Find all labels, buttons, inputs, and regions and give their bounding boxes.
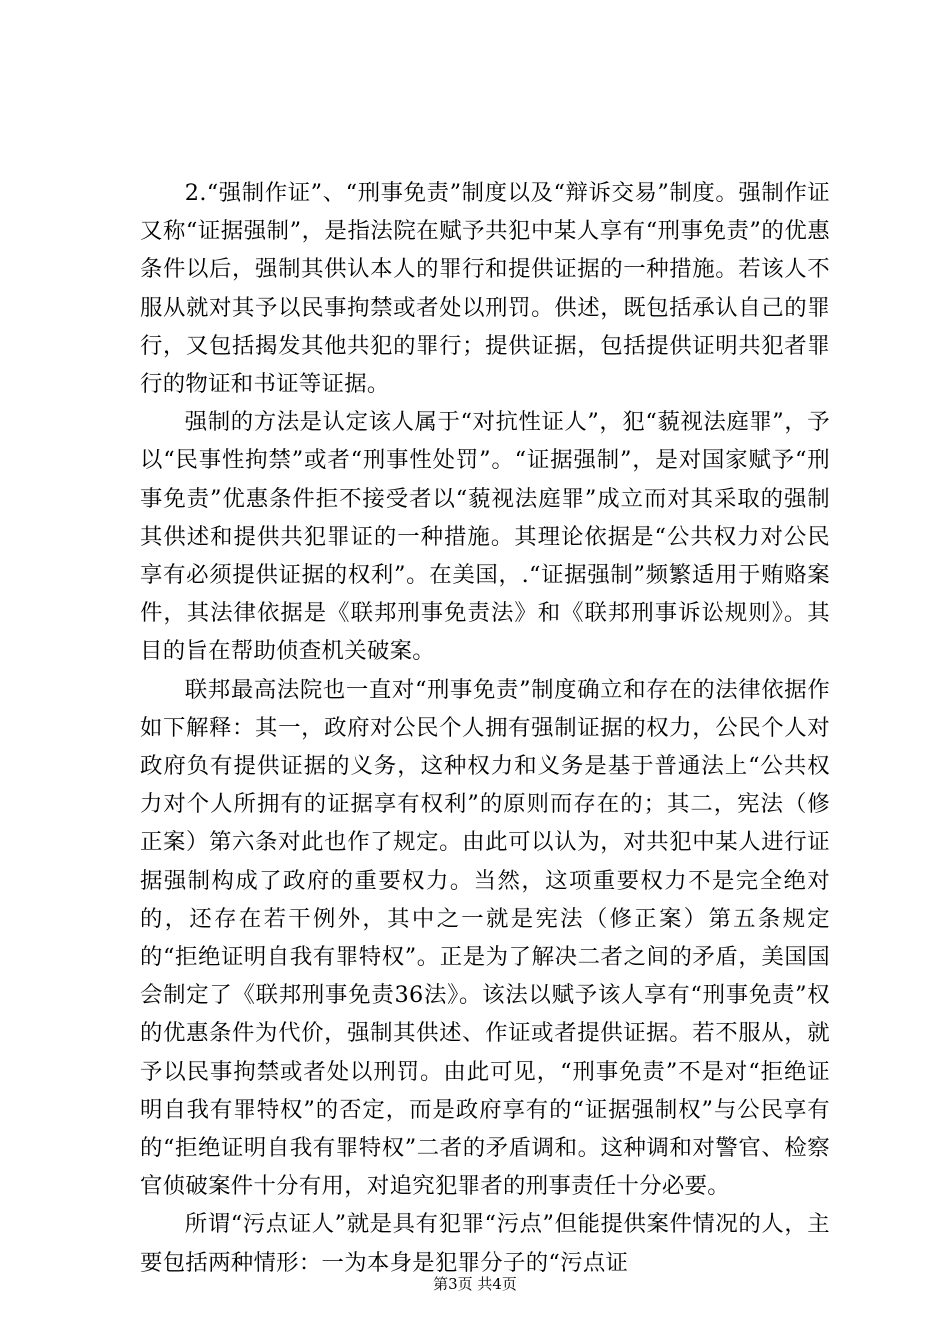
paragraph-1: 2.“强制作证”、“刑事免责”制度以及“辩诉交易”制度。强制作证又称“证据强制”，是指法院在赋予共犯中某人享有“刑事免责”的优惠条件以后，强制其供认本人的罪行和提供证据的一种措施。若该人不服从就对其予以民事拘禁或者处以刑罚。供述，既包括承认自己的罪行，又包括揭发其他共犯的罪行；提供证据，包括提供证明共犯者罪行的物证和书证等证据。 <box>140 180 830 398</box>
paragraph-3: 联邦最高法院也一直对“刑事免责”制度确立和存在的法律依据作如下解释：其一，政府对公民个人拥有强制证据的权力，公民个人对政府负有提供证据的义务，这种权力和义务是基于普通法上“公共权力对个人所拥有的证据享有权利”的原则而存在的；其二，宪法（修正案）第六条对此也作了规定。由此可以认为，对共犯中某人进行证据强制构成了政府的重要权力。当然，这项重要权力不是完全绝对的，还存在若干例外，其中之一就是宪法（修正案）第五条规定的“拒绝证明自我有罪特权”。正是为了解决二者之间的矛盾，美国国会制定了《联邦刑事免责36法》。该法以赋予该人享有“刑事免责”权的优惠条件为代价，强制其供述、作证或者提供证据。若不服从，就予以民事拘禁或者处以刑罚。由此可见，“刑事免责”不是对“拒绝证明自我有罪特权”的否定，而是政府享有的“证据强制权”与公民享有的“拒绝证明自我有罪特权”二者的矛盾调和。这种调和对警官、检察官侦破案件十分有用，对追究犯罪者的刑事责任十分必要。 <box>140 676 830 1200</box>
page-footer: 第3页 共4页 <box>433 1275 517 1293</box>
document-body <box>140 174 830 1282</box>
paragraph-2: 强制的方法是认定该人属于“对抗性证人”，犯“藐视法庭罪”，予以“民事性拘禁”或者“刑事性处罚”。“证据强制”，是对国家赋予“刑事免责”优惠条件拒不接受者以“藐视法庭罪”成立而对其采取的强制其供述和提供共犯罪证的一种措施。其理论依据是“公共权力对公民享有必须提供证据的权利”。在美国，.“证据强制”频繁适用于贿赂案件，其法律依据是《联邦刑事免责法》和《联邦刑事诉讼规则》。其目的旨在帮助侦查机关破案。 <box>140 409 830 665</box>
paragraph-4: 所谓“污点证人”就是具有犯罪“污点”但能提供案件情况的人，主要包括两种情形：一为本身是犯罪分子的“污点证 <box>140 1211 830 1276</box>
